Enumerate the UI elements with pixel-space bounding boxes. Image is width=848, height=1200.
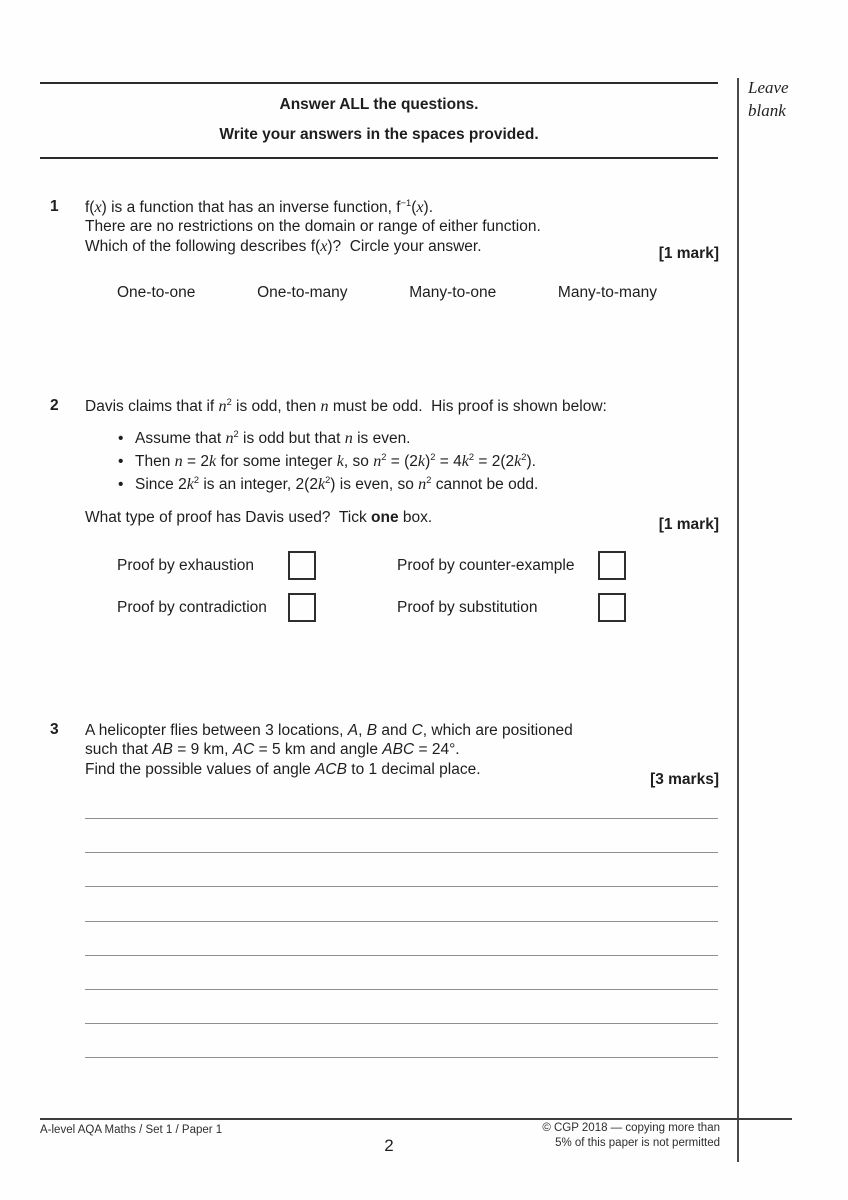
- answer-line[interactable]: [85, 886, 718, 920]
- question-2-intro-line: Davis claims that if $n^2$ is odd, then n must be odd. His proof is shown below:: [85, 396, 607, 415]
- instruction-line-1: Answer ALL the questions.: [279, 96, 479, 113]
- question-2-intro: [85, 397, 670, 416]
- answer-lines: [85, 818, 718, 1092]
- option-one-to-many[interactable]: One-to-many: [257, 284, 348, 301]
- proof-bullet-1-text: Assume that $n^2$ is odd but that n is even.: [135, 428, 411, 447]
- question-1-line-3: Which of the following describes f(x)? Circle your answer.: [85, 237, 482, 255]
- answer-line[interactable]: [85, 852, 718, 886]
- question-3-line-1: A helicopter flies between 3 locations, A, B and C, which are positioned: [85, 722, 573, 739]
- question-1-line-1: f(x) is a function that has an inverse function, $f^{-1}(x)$.: [85, 197, 434, 216]
- answer-line[interactable]: [85, 921, 718, 955]
- label-proof-by-substitution: Proof by substitution: [397, 599, 538, 616]
- question-1-line-2: There are no restrictions on the domain or range of either function.: [85, 218, 541, 236]
- answer-line[interactable]: [85, 955, 718, 989]
- proof-bullet-2: [118, 450, 538, 473]
- question-3-line-3: Find the possible values of angle ACB to 1 decimal place.: [85, 760, 481, 778]
- answer-line[interactable]: [85, 818, 718, 852]
- checkbox-proof-by-counter-example[interactable]: [598, 551, 626, 580]
- proof-bullet-3: [118, 473, 538, 496]
- question-3-marks: [3 marks]: [650, 771, 719, 788]
- question-2-proof-bullets: [118, 427, 538, 497]
- checkbox-proof-by-contradiction[interactable]: [288, 593, 316, 622]
- question-1-marks: [1 mark]: [658, 245, 719, 262]
- instruction-line-2: Write your answers in the spaces provided.: [219, 126, 539, 143]
- proof-bullet-1: [118, 427, 538, 450]
- leave-blank-divider: [737, 78, 739, 1162]
- label-proof-by-contradiction: Proof by contradiction: [117, 599, 267, 616]
- bullet-icon: •: [118, 453, 124, 471]
- leave-blank-word-2: blank: [748, 101, 786, 120]
- instructions-box: [40, 82, 718, 159]
- question-2-prompt: What type of proof has Davis used? Tick one box.: [85, 509, 433, 526]
- label-proof-by-exhaustion: Proof by exhaustion: [117, 557, 255, 574]
- bullet-icon: •: [118, 476, 124, 494]
- answer-line[interactable]: [85, 989, 718, 1023]
- question-3-line-2: such that AB = 9 km, AC = 5 km and angle ABC = 24°.: [85, 741, 460, 759]
- leave-blank-label: [748, 76, 820, 122]
- answer-line[interactable]: [85, 1057, 718, 1091]
- footer-copyright-line-1: © CGP 2018 — copying more than: [542, 1122, 720, 1134]
- question-2-marks: [1 mark]: [658, 516, 719, 533]
- option-many-to-many[interactable]: Many-to-many: [557, 284, 657, 301]
- footer-paper-title: A-level AQA Maths / Set 1 / Paper 1: [40, 1124, 223, 1136]
- label-proof-by-counter-example: Proof by counter-example: [397, 557, 575, 574]
- checkbox-proof-by-exhaustion[interactable]: [288, 551, 316, 580]
- question-1-options: [117, 284, 657, 302]
- leave-blank-word-1: Leave: [748, 78, 789, 97]
- answer-line[interactable]: [85, 1023, 718, 1057]
- page-number: 2: [384, 1136, 394, 1155]
- question-1-number: 1: [50, 198, 59, 215]
- option-many-to-one[interactable]: Many-to-one: [409, 284, 497, 301]
- proof-bullet-2-text: Then n = 2k for some integer k, so $n^2 = (2k)^2 = 4k^2 = 2(2k^2)$.: [135, 452, 536, 471]
- question-3-number: 3: [50, 721, 59, 738]
- checkbox-proof-by-substitution[interactable]: [598, 593, 626, 622]
- bullet-icon: •: [118, 430, 124, 447]
- footer-copyright-line-2: 5% of this paper is not permitted: [555, 1137, 720, 1149]
- option-one-to-one[interactable]: One-to-one: [117, 284, 196, 301]
- question-2-number: 2: [50, 397, 59, 414]
- proof-bullet-3-text: Since $2k^2$ is an integer, $2(2k^2)$ is even, so $n^2$ cannot be odd.: [135, 475, 539, 494]
- footer-divider: [40, 1118, 792, 1120]
